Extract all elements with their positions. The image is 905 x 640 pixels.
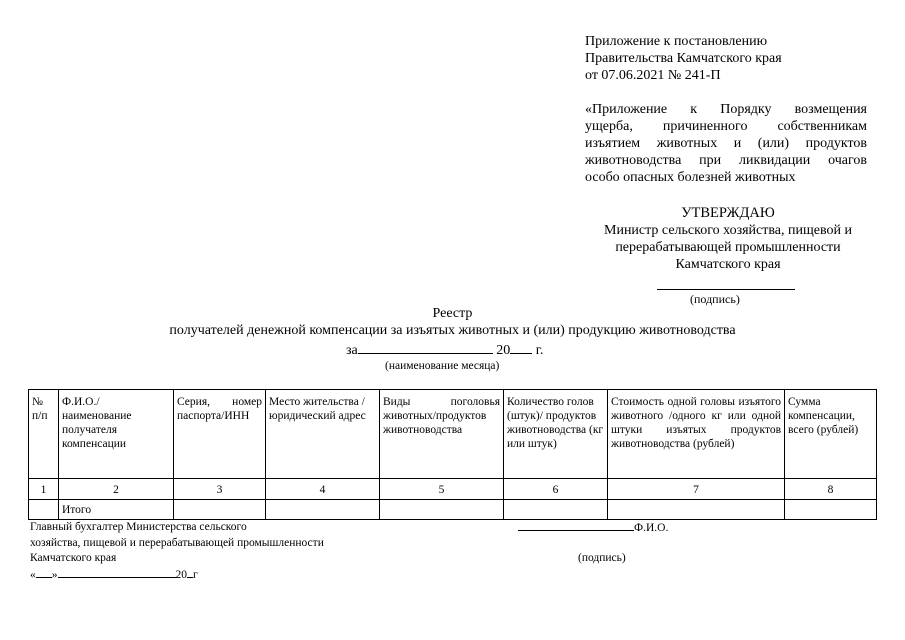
approval-signature-caption: (подпись) bbox=[690, 292, 740, 306]
col-number-8: 8 bbox=[785, 479, 877, 500]
total-cell-6[interactable] bbox=[504, 500, 608, 520]
col-number-5: 5 bbox=[380, 479, 504, 500]
header-line-3: от 07.06.2021 № 241-П bbox=[585, 68, 721, 83]
accountant-line-2: хозяйства, пищевой и перерабатывающей промышленности bbox=[30, 537, 324, 549]
annex-line-4: животноводства при ликвидации очагов bbox=[585, 153, 867, 168]
col-number-6: 6 bbox=[504, 479, 608, 500]
col-number-7: 7 bbox=[608, 479, 785, 500]
col-header-name: Ф.И.О./ наименование получателя компенсации bbox=[59, 390, 174, 479]
date-suffix: г bbox=[193, 569, 198, 581]
table-header-row bbox=[29, 390, 877, 479]
col-header-address: Место жительства / юридический адрес bbox=[266, 390, 380, 479]
resolution-header bbox=[585, 33, 870, 84]
register-title: Реестр bbox=[432, 306, 473, 321]
col-header-total-sum: Сумма компенсации, всего (рублей) bbox=[785, 390, 877, 479]
col-header-quantity: Количество голов (штук)/ продуктов животноводства (кг или штук) bbox=[504, 390, 608, 479]
period-prefix: за bbox=[346, 343, 358, 358]
month-blank-footer bbox=[58, 567, 176, 578]
header-line-1: Приложение к постановлению bbox=[585, 34, 768, 49]
total-cell-1[interactable] bbox=[29, 500, 59, 520]
total-cell-8[interactable] bbox=[785, 500, 877, 520]
col-number-2: 2 bbox=[59, 479, 174, 500]
header-line-2: Правительства Камчатского края bbox=[585, 51, 782, 66]
total-cell-5[interactable] bbox=[380, 500, 504, 520]
col-header-number: № п/п bbox=[29, 390, 59, 479]
accountant-line-1: Главный бухгалтер Министерства сельского bbox=[30, 521, 247, 533]
approve-line-1: Министр сельского хозяйства, пищевой и bbox=[604, 223, 852, 238]
annex-line-3: изъятием животных и (или) продуктов bbox=[585, 136, 867, 151]
accountant-line-3: Камчатского края bbox=[30, 552, 117, 564]
footer-signature-caption: (подпись) bbox=[578, 552, 626, 564]
total-cell-4[interactable] bbox=[266, 500, 380, 520]
total-label: Итого bbox=[59, 500, 174, 520]
total-cell-7[interactable] bbox=[608, 500, 785, 520]
table-row bbox=[29, 479, 877, 500]
total-cell-3[interactable] bbox=[174, 500, 266, 520]
date-close-quote: » bbox=[51, 569, 58, 581]
month-blank bbox=[358, 341, 493, 354]
approval-block bbox=[583, 205, 873, 273]
annex-line-5: особо опасных болезней животных bbox=[585, 170, 796, 185]
fio-signature bbox=[518, 520, 668, 535]
date-year-prefix: 20 bbox=[175, 569, 187, 581]
fio-blank bbox=[518, 520, 634, 531]
col-header-unit-cost: Стоимость одной головы изъятого животного /одного кг или одной штуки изъятых продуктов животноводства (рублей) bbox=[608, 390, 785, 479]
month-caption: (наименование месяца) bbox=[385, 360, 500, 372]
footer-date bbox=[30, 567, 198, 582]
table-total-row bbox=[29, 500, 877, 520]
register-subtitle: получателей денежной компенсации за изъятых животных и (или) продукцию животноводства bbox=[169, 323, 736, 338]
col-header-passport: Серия, номер паспорта/ИНН bbox=[174, 390, 266, 479]
year-prefix: 20 bbox=[496, 343, 511, 358]
col-number-4: 4 bbox=[266, 479, 380, 500]
annex-line-1: «Приложение к Порядку возмещения bbox=[585, 102, 867, 117]
register-table bbox=[28, 389, 877, 520]
date-open-quote: « bbox=[30, 569, 36, 581]
approval-signature-line bbox=[657, 289, 795, 290]
year-suffix: г. bbox=[535, 343, 544, 358]
register-period bbox=[346, 341, 543, 359]
approve-line-3: Камчатского края bbox=[675, 257, 781, 272]
fio-label: Ф.И.О. bbox=[634, 522, 669, 534]
year-blank bbox=[510, 341, 532, 354]
day-blank bbox=[36, 567, 52, 578]
annex-block bbox=[585, 101, 867, 186]
approve-title: УТВЕРЖДАЮ bbox=[681, 205, 775, 221]
col-header-livestock-type: Виды поголовья животных/продуктов животноводства bbox=[380, 390, 504, 479]
annex-line-2: ущерба, причиненного собственникам bbox=[585, 119, 867, 134]
approve-line-2: перерабатывающей промышленности bbox=[615, 240, 841, 255]
col-number-3: 3 bbox=[174, 479, 266, 500]
col-number-1: 1 bbox=[29, 479, 59, 500]
